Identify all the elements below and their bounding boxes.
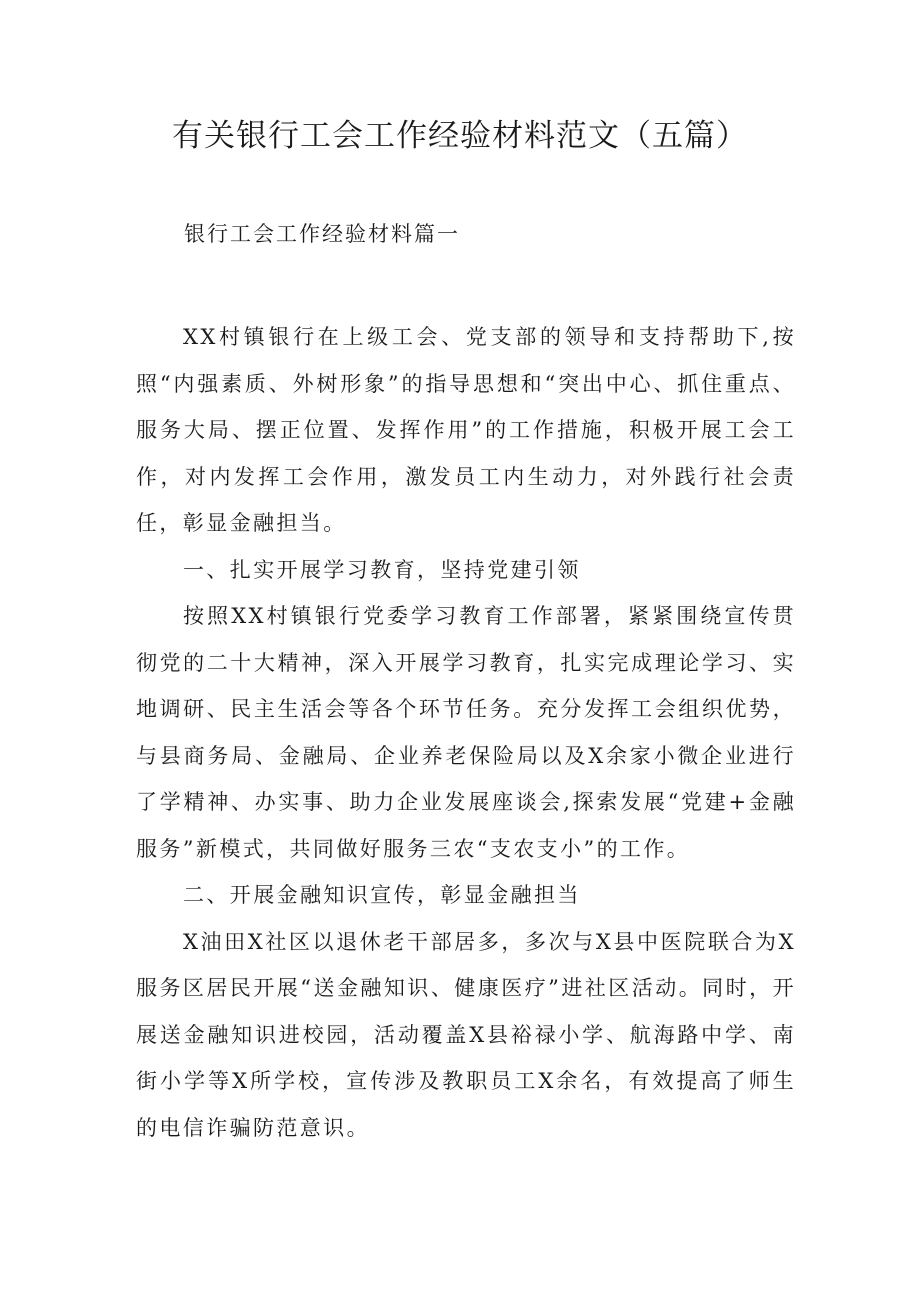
document-body bbox=[136, 314, 796, 1151]
paragraph-financial-knowledge: X油田X社区以退休老干部居多，多次与X县中医院联合为X服务区居民开展“送金融知识、健康医疗”进社区活动。同时，开展送金融知识进校园，活动覆盖X县裕禄小学、航海路中学、南街小学等X所学校，宣传涉及教职员工X余名，有效提高了师生的电信诈骗防范意识。 bbox=[136, 929, 796, 1140]
subheading-financial-knowledge: 二、开展金融知识宣传，彰显金融担当 bbox=[183, 883, 581, 907]
paragraph-study-education: 按照XX村镇银行党委学习教育工作部署，紧紧围绕宣传贯彻党的二十大精神，深入开展学习教育，扎实完成理论学习、实地调研、民主生活会等各个环节任务。充分发挥工会组织优势，与县商务局、金融局、企业养老保险局以及X余家小微企业进行了学精神、办实事、助力企业发展座谈会,探索发展“党建+金融服务”新模式，共同做好服务三农“支农支小”的工作。 bbox=[136, 604, 796, 861]
subheading-study-education: 一、扎实开展学习教育，坚持党建引领 bbox=[183, 557, 581, 582]
section-heading: 银行工会工作经验材料篇一 bbox=[184, 222, 460, 246]
document-title: 有关银行工会工作经验材料范文（五篇） bbox=[172, 118, 748, 154]
paragraph-intro: XX村镇银行在上级工会、党支部的领导和支持帮助下,按照“内强素质、外树形象”的指导思想和“突出中心、抓住重点、服务大局、摆正位置、发挥作用”的工作措施，积极开展工会工作，对内发挥工会作用，激发员工内生动力，对外践行社会责任，彰显金融担当。 bbox=[136, 325, 796, 535]
